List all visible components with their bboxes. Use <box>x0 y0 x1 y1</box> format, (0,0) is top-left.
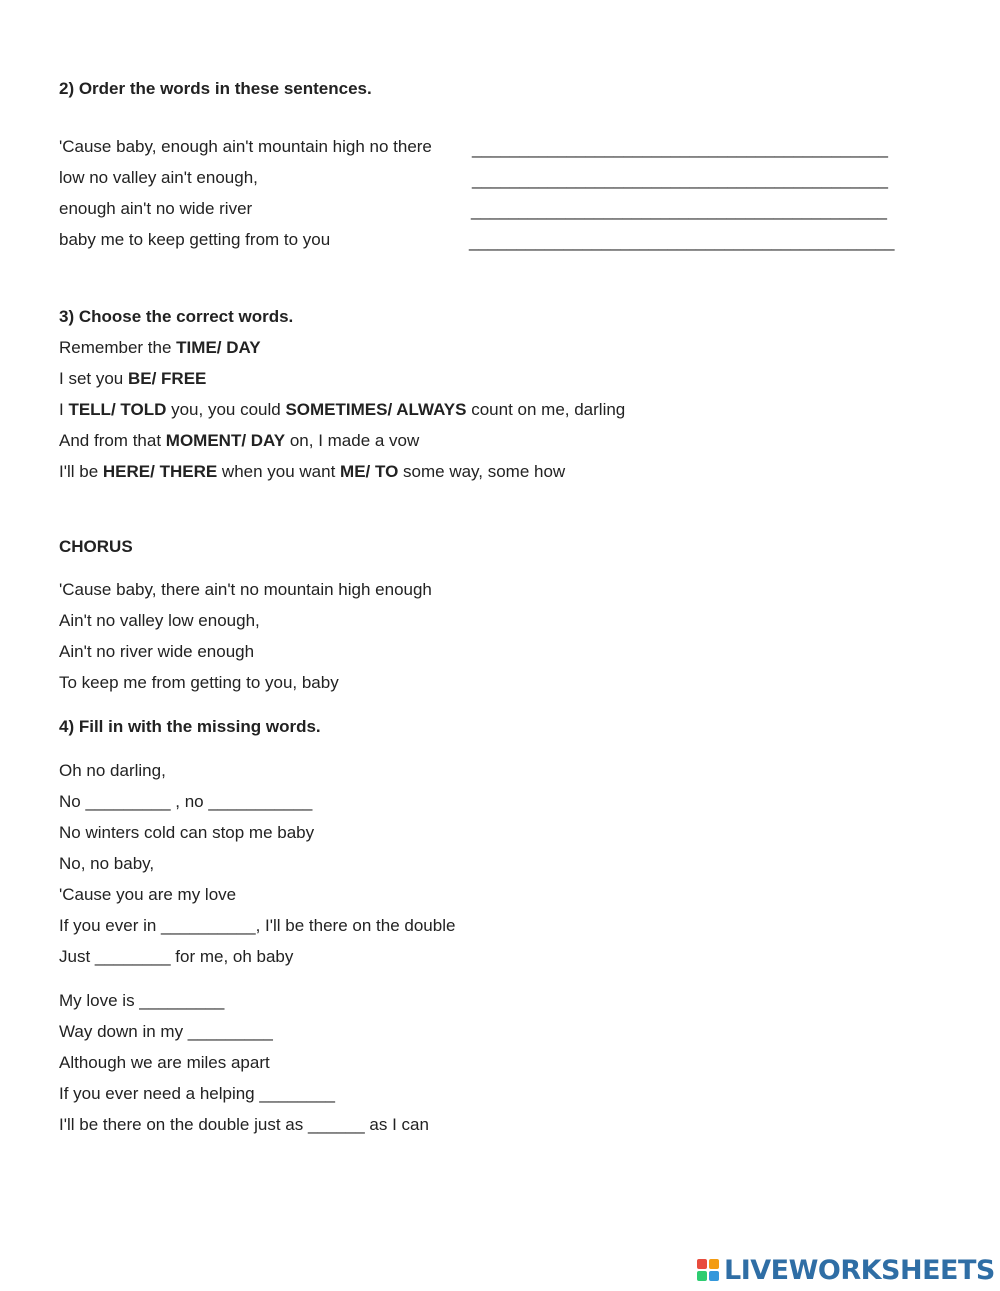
choose-line-1: Remember the TIME/ DAY <box>59 338 261 357</box>
choose-line-3: I TELL/ TOLD you, you could SOMETIMES/ ALWAYS count on me, darling <box>59 400 626 419</box>
fill-line: No, no baby, <box>59 854 155 873</box>
chorus-line: 'Cause baby, there ain't no mountain high enough <box>59 580 432 599</box>
choice-me-to[interactable]: ME/ TO <box>340 462 399 481</box>
choose-line-5: I'll be HERE/ THERE when you want ME/ TO some way, some how <box>59 462 566 481</box>
choice-sometimes-always[interactable]: SOMETIMES/ ALWAYS <box>285 400 467 419</box>
answer-line-3[interactable]: ____________________________________________ <box>471 201 888 220</box>
fill-line: 'Cause you are my love <box>59 885 237 904</box>
fill-line[interactable]: My love is _________ <box>59 991 225 1010</box>
choice-time-day[interactable]: TIME/ DAY <box>176 338 261 357</box>
choice-moment-day[interactable]: MOMENT/ DAY <box>165 431 286 450</box>
section-3-title: 3) Choose the correct words. <box>59 307 294 326</box>
chorus-line: Ain't no valley low enough, <box>59 611 260 630</box>
choose-line-4: And from that MOMENT/ DAY on, I made a vow <box>59 431 420 450</box>
fill-line[interactable]: Just ________ for me, oh baby <box>59 947 294 966</box>
choice-tell-told[interactable]: TELL/ TOLD <box>68 400 167 419</box>
order-sentence-4: baby me to keep getting from to you <box>59 230 331 249</box>
choice-here-there[interactable]: HERE/ THERE <box>102 462 218 481</box>
chorus-line: Ain't no river wide enough <box>59 642 255 661</box>
fill-line: Oh no darling, <box>59 761 166 780</box>
order-sentence-2: low no valley ain't enough, <box>59 168 258 187</box>
fill-line[interactable]: No _________ , no ___________ <box>59 792 313 811</box>
fill-line[interactable]: I'll be there on the double just as ______ as I can <box>59 1115 429 1134</box>
answer-line-2[interactable]: ____________________________________________ <box>472 170 889 189</box>
chorus-line: To keep me from getting to you, baby <box>59 673 339 692</box>
answer-line-1[interactable]: ____________________________________________ <box>472 139 889 158</box>
order-sentence-1: 'Cause baby, enough ain't mountain high no there <box>59 137 432 156</box>
logo-text: LIVEWORKSHEETS <box>724 1255 995 1286</box>
section-4-title: 4) Fill in with the missing words. <box>59 717 321 736</box>
logo-cubes-icon <box>697 1259 721 1283</box>
fill-line[interactable]: Way down in my _________ <box>59 1022 273 1041</box>
order-sentence-3: enough ain't no wide river <box>59 199 253 218</box>
fill-line: Although we are miles apart <box>59 1053 270 1072</box>
section-2-title: 2) Order the words in these sentences. <box>59 79 372 98</box>
choose-line-2: I set you BE/ FREE <box>59 369 207 388</box>
fill-line: No winters cold can stop me baby <box>59 823 315 842</box>
fill-line[interactable]: If you ever in __________, I'll be there on the double <box>59 916 456 935</box>
answer-line-4[interactable]: _____________________________________________ <box>469 232 895 251</box>
choice-be-free[interactable]: BE/ FREE <box>127 369 207 388</box>
chorus-title: CHORUS <box>59 537 133 556</box>
liveworksheets-logo <box>697 1257 995 1285</box>
fill-line[interactable]: If you ever need a helping ________ <box>59 1084 336 1103</box>
